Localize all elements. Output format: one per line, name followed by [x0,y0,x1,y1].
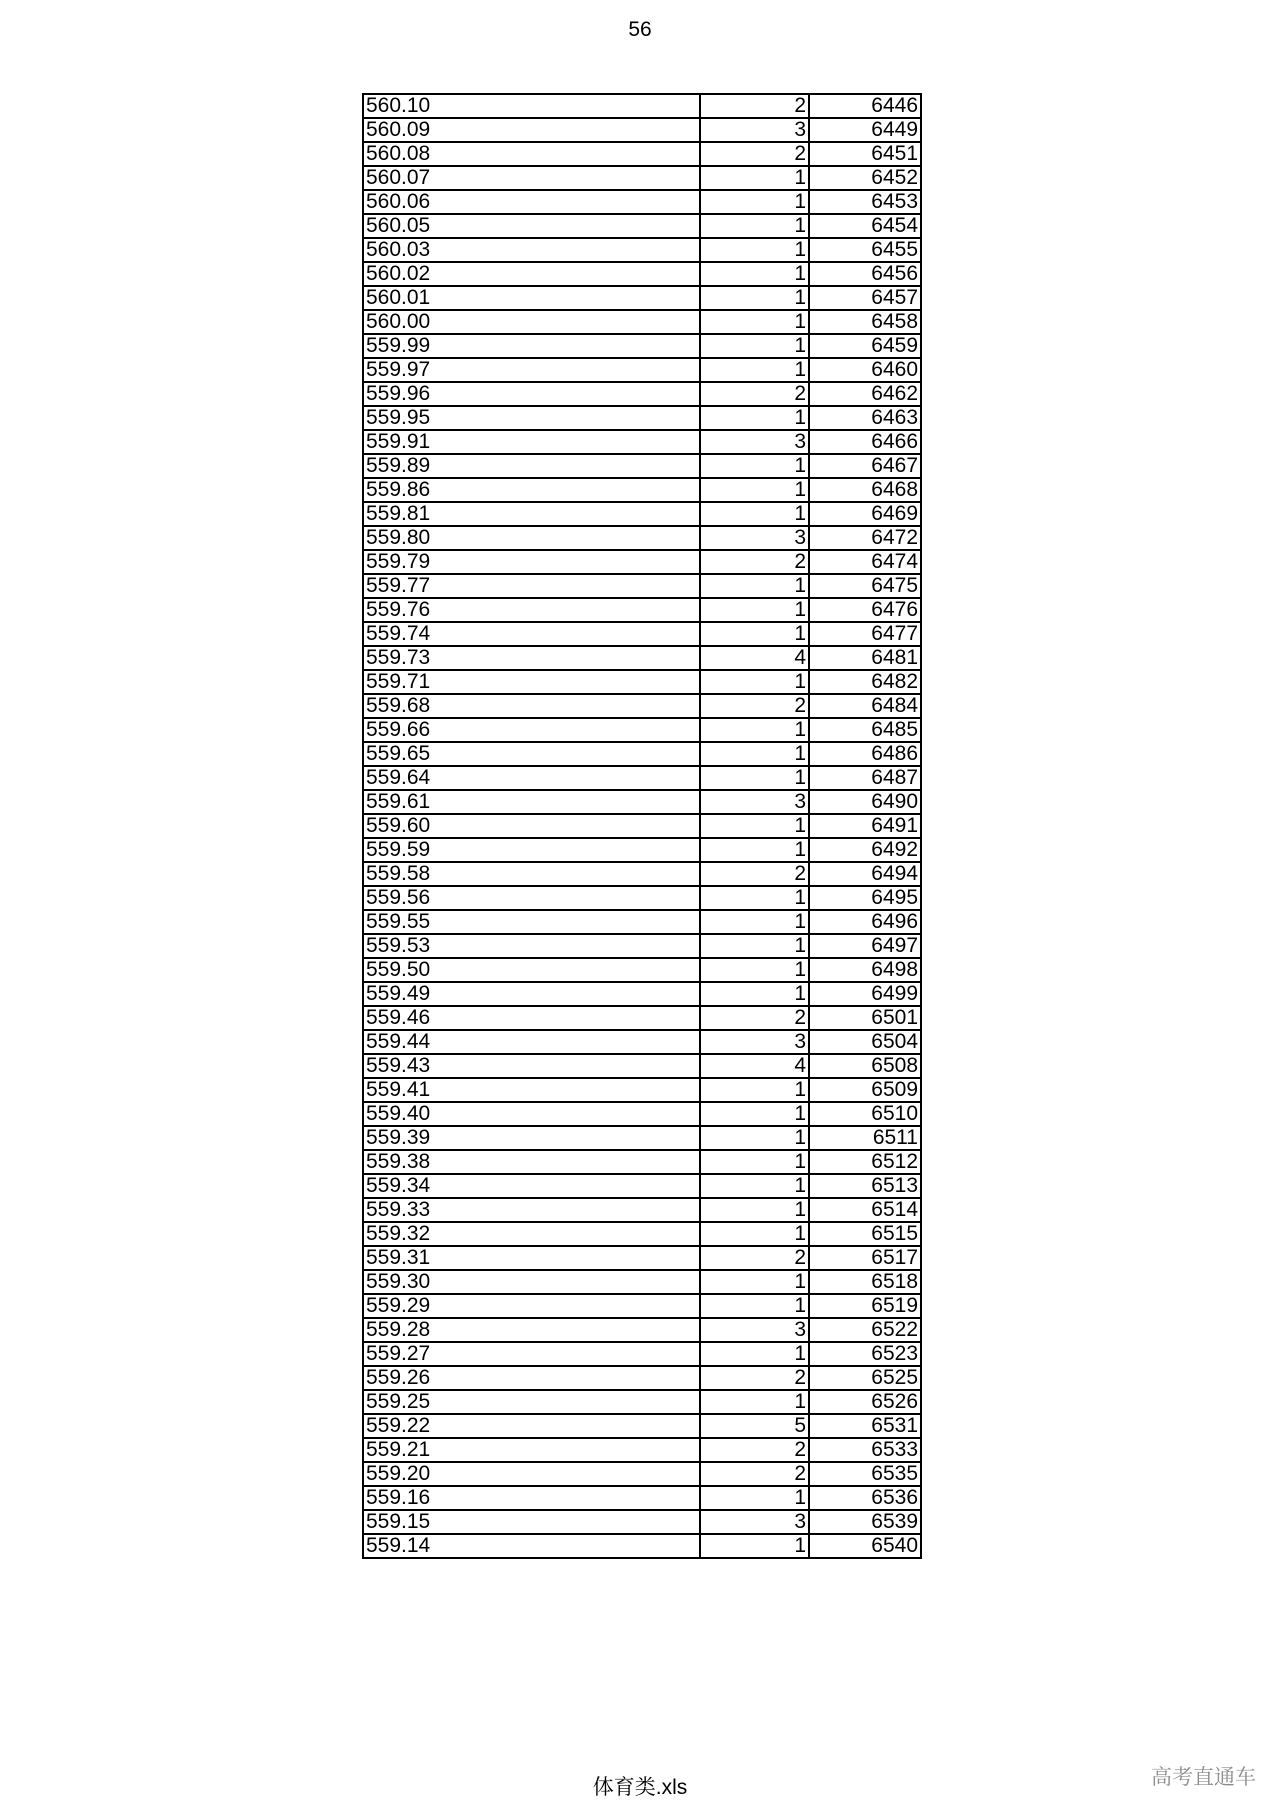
table-row [363,718,921,742]
cumulative-cell: 6498 [809,958,921,982]
count-cell: 2 [700,862,809,886]
count-cell: 2 [700,382,809,406]
count-cell: 1 [700,1294,809,1318]
table-row [363,958,921,982]
table-row [363,910,921,934]
count-cell: 1 [700,622,809,646]
score-cell: 559.66 [363,718,700,742]
score-cell: 559.89 [363,454,700,478]
score-cell: 559.59 [363,838,700,862]
score-cell: 559.26 [363,1366,700,1390]
count-cell: 3 [700,790,809,814]
score-cell: 559.81 [363,502,700,526]
count-cell: 1 [700,1270,809,1294]
score-cell: 560.00 [363,310,700,334]
cumulative-cell: 6475 [809,574,921,598]
count-cell: 2 [700,142,809,166]
count-cell: 1 [700,262,809,286]
table-row [363,286,921,310]
count-cell: 1 [700,358,809,382]
score-table-body [363,94,921,1558]
count-cell: 1 [700,478,809,502]
cumulative-cell: 6455 [809,238,921,262]
count-cell: 1 [700,166,809,190]
count-cell: 1 [700,1486,809,1510]
count-cell: 1 [700,214,809,238]
table-row [363,526,921,550]
score-cell: 559.46 [363,1006,700,1030]
table-row [363,982,921,1006]
count-cell: 1 [700,886,809,910]
cumulative-cell: 6476 [809,598,921,622]
table-row [363,1318,921,1342]
table-row [363,1462,921,1486]
count-cell: 4 [700,646,809,670]
cumulative-cell: 6523 [809,1342,921,1366]
count-cell: 2 [700,1366,809,1390]
cumulative-cell: 6484 [809,694,921,718]
table-row [363,1126,921,1150]
count-cell: 1 [700,1222,809,1246]
score-cell: 559.58 [363,862,700,886]
count-cell: 1 [700,838,809,862]
table-row [363,1222,921,1246]
cumulative-cell: 6463 [809,406,921,430]
cumulative-cell: 6486 [809,742,921,766]
cumulative-cell: 6446 [809,94,921,118]
count-cell: 1 [700,1198,809,1222]
cumulative-cell: 6504 [809,1030,921,1054]
score-cell: 559.43 [363,1054,700,1078]
score-cell: 559.76 [363,598,700,622]
cumulative-cell: 6539 [809,1510,921,1534]
score-cell: 560.10 [363,94,700,118]
cumulative-cell: 6513 [809,1174,921,1198]
cumulative-cell: 6518 [809,1270,921,1294]
score-cell: 559.77 [363,574,700,598]
table-row [363,190,921,214]
count-cell: 1 [700,1102,809,1126]
score-cell: 560.08 [363,142,700,166]
table-row [363,886,921,910]
score-cell: 559.73 [363,646,700,670]
score-cell: 560.06 [363,190,700,214]
score-cell: 559.39 [363,1126,700,1150]
count-cell: 1 [700,1342,809,1366]
score-cell: 559.49 [363,982,700,1006]
table-row [363,1054,921,1078]
cumulative-cell: 6522 [809,1318,921,1342]
cumulative-cell: 6494 [809,862,921,886]
score-cell: 559.29 [363,1294,700,1318]
table-row [363,1174,921,1198]
table-row [363,118,921,142]
count-cell: 1 [700,670,809,694]
cumulative-cell: 6526 [809,1390,921,1414]
cumulative-cell: 6491 [809,814,921,838]
score-cell: 559.40 [363,1102,700,1126]
cumulative-cell: 6536 [809,1486,921,1510]
score-cell: 559.74 [363,622,700,646]
cumulative-cell: 6453 [809,190,921,214]
count-cell: 1 [700,1126,809,1150]
watermark-text: 高考直通车 [1151,1766,1256,1789]
table-row [363,1294,921,1318]
score-cell: 559.33 [363,1198,700,1222]
cumulative-cell: 6457 [809,286,921,310]
cumulative-cell: 6497 [809,934,921,958]
count-cell: 5 [700,1414,809,1438]
cumulative-cell: 6481 [809,646,921,670]
score-cell: 559.97 [363,358,700,382]
page-number: 56 [628,18,652,41]
cumulative-cell: 6474 [809,550,921,574]
table-row [363,1198,921,1222]
score-cell: 559.68 [363,694,700,718]
score-cell: 559.80 [363,526,700,550]
score-cell: 559.99 [363,334,700,358]
table-row [363,1246,921,1270]
cumulative-cell: 6496 [809,910,921,934]
score-cell: 560.07 [363,166,700,190]
count-cell: 1 [700,286,809,310]
count-cell: 1 [700,1534,809,1558]
score-cell: 559.64 [363,766,700,790]
score-cell: 559.91 [363,430,700,454]
table-row [363,742,921,766]
cumulative-cell: 6501 [809,1006,921,1030]
table-row [363,838,921,862]
score-table [362,93,922,1559]
score-cell: 559.30 [363,1270,700,1294]
table-row [363,238,921,262]
table-row [363,454,921,478]
score-cell: 559.25 [363,1390,700,1414]
score-cell: 559.96 [363,382,700,406]
table-row [363,1006,921,1030]
count-cell: 1 [700,958,809,982]
count-cell: 3 [700,118,809,142]
count-cell: 3 [700,1510,809,1534]
count-cell: 1 [700,190,809,214]
cumulative-cell: 6535 [809,1462,921,1486]
cumulative-cell: 6490 [809,790,921,814]
cumulative-cell: 6452 [809,166,921,190]
table-row [363,502,921,526]
score-cell: 559.55 [363,910,700,934]
score-cell: 559.32 [363,1222,700,1246]
count-cell: 1 [700,574,809,598]
cumulative-cell: 6533 [809,1438,921,1462]
count-cell: 1 [700,310,809,334]
table-row [363,1078,921,1102]
footer-file-name: 体育类.xls [592,1776,688,1799]
cumulative-cell: 6515 [809,1222,921,1246]
cumulative-cell: 6467 [809,454,921,478]
table-row [363,142,921,166]
score-cell: 559.44 [363,1030,700,1054]
count-cell: 1 [700,598,809,622]
score-cell: 559.28 [363,1318,700,1342]
score-cell: 559.31 [363,1246,700,1270]
score-cell: 559.53 [363,934,700,958]
table-row [363,214,921,238]
cumulative-cell: 6540 [809,1534,921,1558]
score-cell: 560.05 [363,214,700,238]
table-row [363,574,921,598]
table-row [363,478,921,502]
count-cell: 3 [700,430,809,454]
score-cell: 559.16 [363,1486,700,1510]
score-cell: 559.15 [363,1510,700,1534]
score-cell: 560.02 [363,262,700,286]
score-cell: 559.38 [363,1150,700,1174]
score-cell: 559.65 [363,742,700,766]
score-cell: 559.50 [363,958,700,982]
score-cell: 560.03 [363,238,700,262]
cumulative-cell: 6512 [809,1150,921,1174]
table-row [363,1102,921,1126]
score-cell: 559.60 [363,814,700,838]
cumulative-cell: 6519 [809,1294,921,1318]
table-row [363,166,921,190]
table-row [363,430,921,454]
table-row [363,694,921,718]
table-row [363,1390,921,1414]
score-cell: 559.27 [363,1342,700,1366]
count-cell: 1 [700,934,809,958]
cumulative-cell: 6525 [809,1366,921,1390]
count-cell: 1 [700,814,809,838]
count-cell: 1 [700,334,809,358]
count-cell: 1 [700,742,809,766]
cumulative-cell: 6459 [809,334,921,358]
cumulative-cell: 6487 [809,766,921,790]
count-cell: 1 [700,454,809,478]
cumulative-cell: 6492 [809,838,921,862]
count-cell: 2 [700,1462,809,1486]
table-row [363,1414,921,1438]
count-cell: 1 [700,910,809,934]
score-cell: 559.56 [363,886,700,910]
cumulative-cell: 6472 [809,526,921,550]
cumulative-cell: 6462 [809,382,921,406]
cumulative-cell: 6508 [809,1054,921,1078]
score-cell: 559.95 [363,406,700,430]
table-row [363,1486,921,1510]
table-row [363,790,921,814]
cumulative-cell: 6469 [809,502,921,526]
count-cell: 1 [700,982,809,1006]
cumulative-cell: 6482 [809,670,921,694]
cumulative-cell: 6531 [809,1414,921,1438]
count-cell: 2 [700,1246,809,1270]
table-row [363,1030,921,1054]
score-cell: 559.79 [363,550,700,574]
table-row [363,1366,921,1390]
cumulative-cell: 6510 [809,1102,921,1126]
cumulative-cell: 6517 [809,1246,921,1270]
table-row [363,550,921,574]
count-cell: 1 [700,1174,809,1198]
table-row [363,94,921,118]
table-row [363,1510,921,1534]
table-row [363,646,921,670]
table-row [363,598,921,622]
count-cell: 1 [700,766,809,790]
count-cell: 2 [700,94,809,118]
cumulative-cell: 6495 [809,886,921,910]
cumulative-cell: 6451 [809,142,921,166]
cumulative-cell: 6514 [809,1198,921,1222]
table-row [363,334,921,358]
score-cell: 559.21 [363,1438,700,1462]
table-row [363,358,921,382]
cumulative-cell: 6468 [809,478,921,502]
table-row [363,262,921,286]
table-row [363,406,921,430]
score-cell: 559.61 [363,790,700,814]
count-cell: 1 [700,502,809,526]
score-cell: 559.41 [363,1078,700,1102]
score-cell: 560.01 [363,286,700,310]
table-row [363,310,921,334]
count-cell: 3 [700,1318,809,1342]
cumulative-cell: 6456 [809,262,921,286]
score-cell: 559.20 [363,1462,700,1486]
cumulative-cell: 6454 [809,214,921,238]
cumulative-cell: 6511 [809,1126,921,1150]
cumulative-cell: 6485 [809,718,921,742]
count-cell: 1 [700,1150,809,1174]
table-row [363,1438,921,1462]
count-cell: 1 [700,1390,809,1414]
table-row [363,382,921,406]
table-row [363,814,921,838]
table-row [363,1534,921,1558]
table-row [363,622,921,646]
table-row [363,934,921,958]
table-row [363,670,921,694]
table-row [363,862,921,886]
count-cell: 2 [700,694,809,718]
cumulative-cell: 6509 [809,1078,921,1102]
score-cell: 560.09 [363,118,700,142]
table-row [363,1270,921,1294]
cumulative-cell: 6477 [809,622,921,646]
count-cell: 3 [700,526,809,550]
cumulative-cell: 6458 [809,310,921,334]
count-cell: 2 [700,1006,809,1030]
count-cell: 3 [700,1030,809,1054]
count-cell: 1 [700,1078,809,1102]
cumulative-cell: 6466 [809,430,921,454]
score-cell: 559.71 [363,670,700,694]
cumulative-cell: 6460 [809,358,921,382]
table-row [363,766,921,790]
score-cell: 559.34 [363,1174,700,1198]
count-cell: 4 [700,1054,809,1078]
score-cell: 559.22 [363,1414,700,1438]
table-row [363,1150,921,1174]
score-table-container [362,93,922,1559]
count-cell: 1 [700,238,809,262]
count-cell: 1 [700,718,809,742]
count-cell: 2 [700,550,809,574]
count-cell: 2 [700,1438,809,1462]
count-cell: 1 [700,406,809,430]
score-cell: 559.86 [363,478,700,502]
cumulative-cell: 6449 [809,118,921,142]
score-cell: 559.14 [363,1534,700,1558]
table-row [363,1342,921,1366]
cumulative-cell: 6499 [809,982,921,1006]
